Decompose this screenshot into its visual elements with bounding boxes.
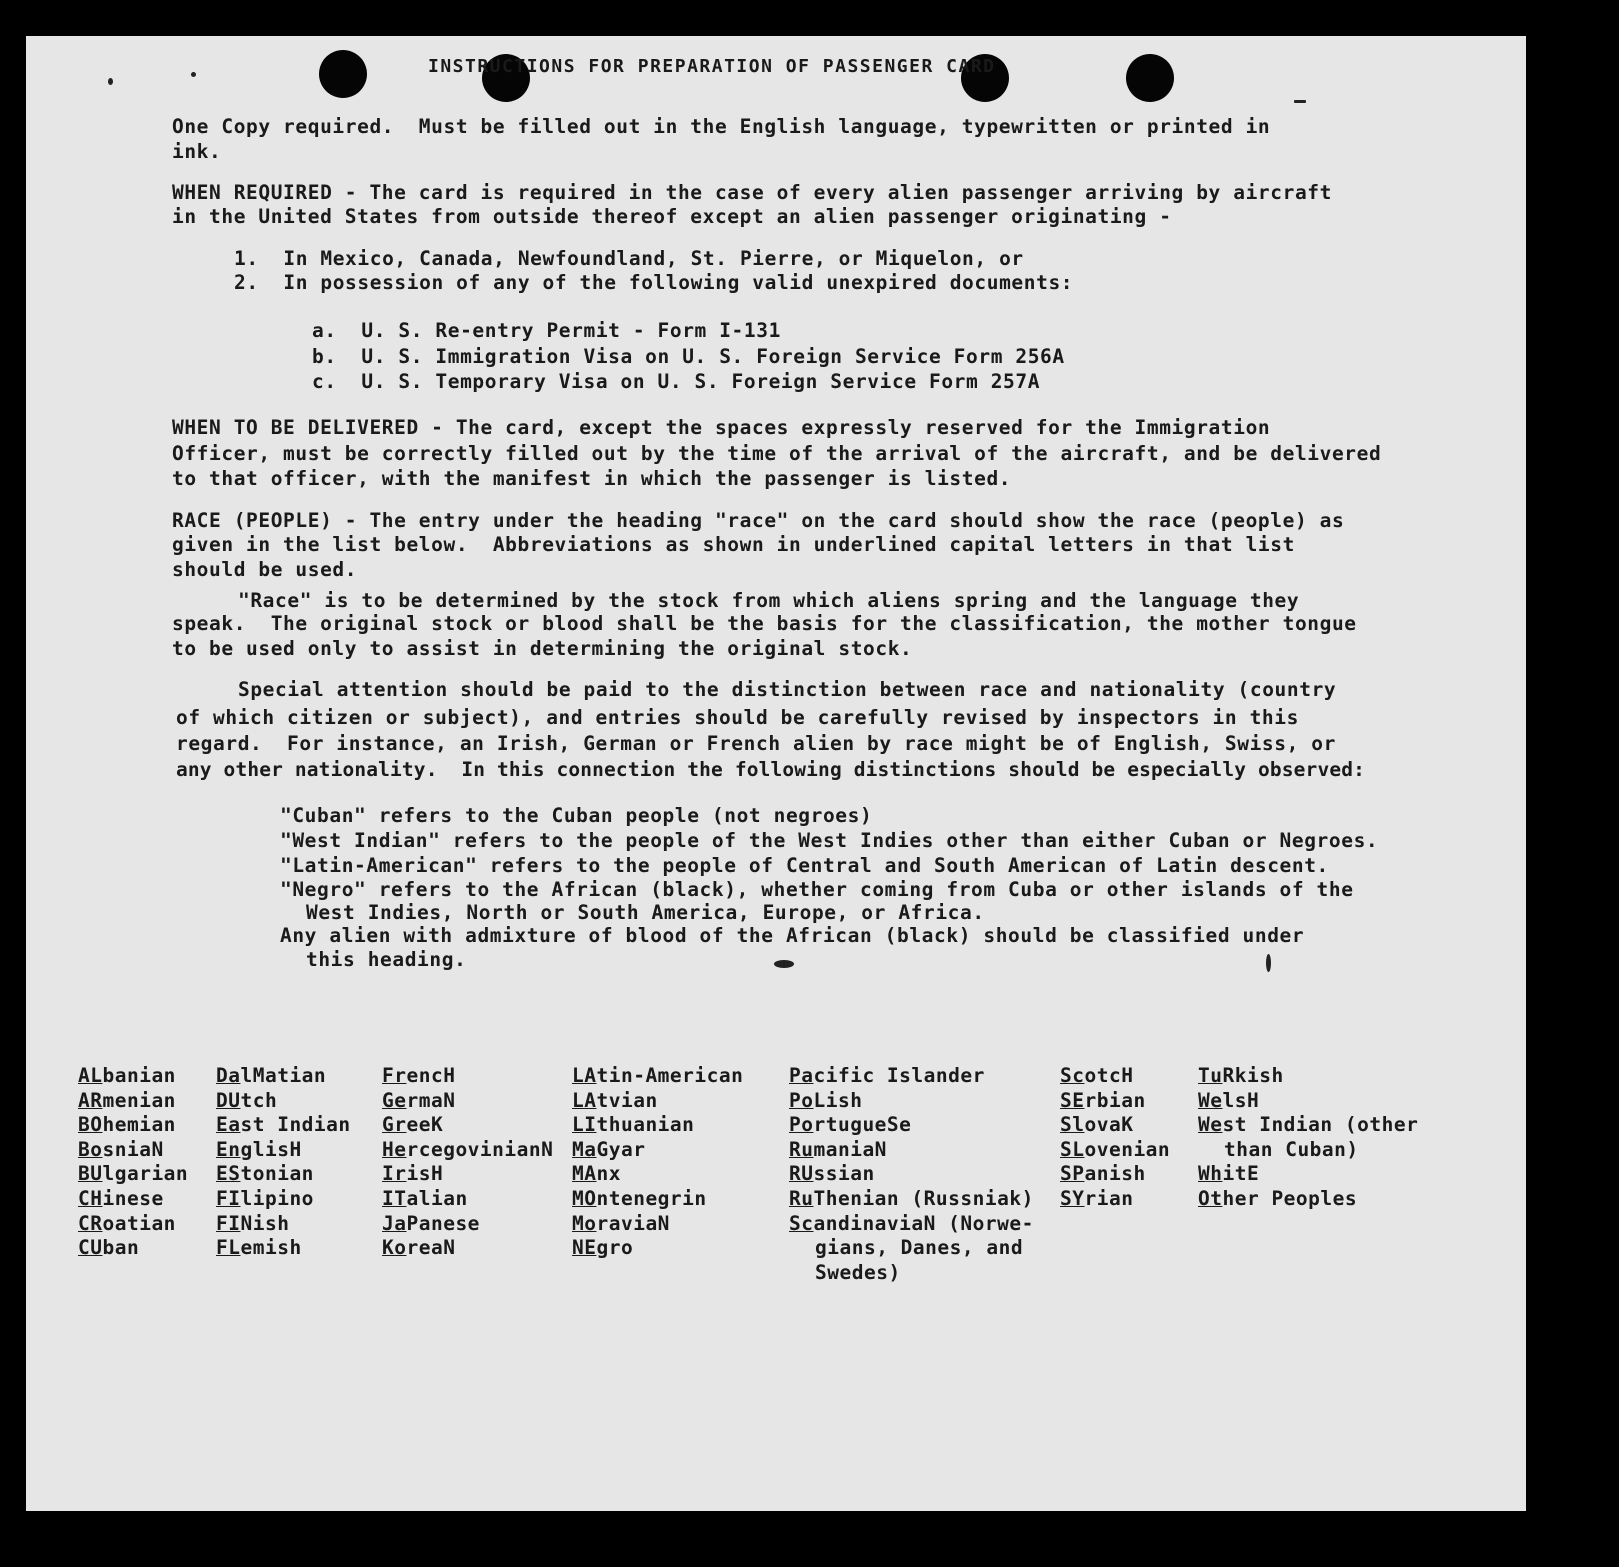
race-list-item: PoLish xyxy=(789,1088,863,1112)
race-list-item: LAtvian xyxy=(572,1088,658,1112)
race-line: speak. The original stock or blood shall be the basis for the classification, the mother tongue xyxy=(172,612,1357,635)
race-list-column-1 xyxy=(78,1064,188,1261)
race-list-item: LAtin-American xyxy=(572,1064,744,1087)
race-list-item: ScandinaviaN (Norwe- xyxy=(789,1211,1034,1235)
race-list-item: RUssian xyxy=(789,1162,875,1186)
scan-speck xyxy=(774,960,794,968)
race-list-item: IrisH xyxy=(382,1162,444,1186)
distinction-line: "Latin-American" refers to the people of Central and South American of Latin descent. xyxy=(280,854,1329,877)
when-delivered-line: Officer, must be correctly filled out by the time of the arrival of the aircraft, and be delivered xyxy=(172,442,1382,465)
race-list-item: ARmenian xyxy=(78,1088,176,1112)
race-list-item: SLovenian xyxy=(1060,1137,1171,1161)
race-list-item: than Cuban) xyxy=(1224,1137,1359,1161)
race-list-item: EnglisH xyxy=(216,1137,302,1161)
intro-line: One Copy required. Must be filled out in the English language, typewritten or printed in xyxy=(172,115,1271,138)
race-line: "Race" is to be determined by the stock from which aliens spring and the language they xyxy=(238,589,1300,612)
race-list-item: SErbian xyxy=(1060,1088,1146,1112)
race-list-item: SYrian xyxy=(1060,1186,1134,1210)
race-list-item: Swedes) xyxy=(815,1260,901,1284)
race-list-item: PortugueSe xyxy=(789,1113,912,1137)
race-line: regard. For instance, an Irish, German or French alien by race might be of English, Swiss, or xyxy=(176,732,1336,755)
race-list-item: BOhemian xyxy=(78,1113,176,1137)
race-list-item: WelsH xyxy=(1198,1088,1260,1112)
race-line: any other nationality. In this connection the following distinctions should be especially observed: xyxy=(176,758,1365,781)
race-list-column-6 xyxy=(1060,1064,1170,1212)
race-line: Special attention should be paid to the distinction between race and nationality (country xyxy=(238,678,1337,701)
race-list-item: ScotcH xyxy=(1060,1064,1134,1087)
race-list-item: FrencH xyxy=(382,1064,456,1087)
page-title: INSTRUCTIONS FOR PREPARATION OF PASSENGER CARD xyxy=(428,56,996,77)
when-required-item: 2. In possession of any of the following valid unexpired documents: xyxy=(234,271,1074,294)
document-page xyxy=(26,36,1526,1511)
scan-speck xyxy=(1294,100,1306,103)
race-list-item: JaPanese xyxy=(382,1211,480,1235)
race-line: of which citizen or subject), and entries should be carefully revised by inspectors in this xyxy=(176,706,1299,729)
race-list-item: Pacific Islander xyxy=(789,1064,985,1087)
race-list-item: SlovaK xyxy=(1060,1113,1134,1137)
document-item: c. U. S. Temporary Visa on U. S. Foreign Service Form 257A xyxy=(312,370,1041,393)
race-list-item: HercegovinianN xyxy=(382,1137,554,1161)
document-item: a. U. S. Re-entry Permit - Form I-131 xyxy=(312,319,781,342)
race-list-item: ITalian xyxy=(382,1186,468,1210)
distinction-line: Any alien with admixture of blood of the African (black) should be classified under xyxy=(280,924,1305,947)
distinction-line: this heading. xyxy=(306,948,467,971)
race-list-item: FLemish xyxy=(216,1236,302,1260)
race-list-item: CRoatian xyxy=(78,1211,176,1235)
scan-speck xyxy=(108,78,113,85)
race-list-column-3 xyxy=(382,1064,553,1261)
punch-hole xyxy=(1126,54,1174,102)
race-list-item: RumaniaN xyxy=(789,1137,887,1161)
distinction-line: "Negro" refers to the African (black), whether coming from Cuba or other islands of the xyxy=(280,878,1354,901)
race-list-item: TuRkish xyxy=(1198,1064,1284,1087)
scan-speck xyxy=(1266,954,1271,972)
document-item: b. U. S. Immigration Visa on U. S. Foreign Service Form 256A xyxy=(312,345,1065,368)
race-list-item: FINish xyxy=(216,1211,290,1235)
race-list-item: BUlgarian xyxy=(78,1162,189,1186)
race-list-item: CHinese xyxy=(78,1186,164,1210)
race-list-item: WhitE xyxy=(1198,1162,1260,1186)
race-list-item: gians, Danes, and xyxy=(815,1236,1024,1260)
intro-line: ink. xyxy=(172,140,222,163)
distinction-line: West Indies, North or South America, Europe, or Africa. xyxy=(306,901,985,924)
race-list-item: BosniaN xyxy=(78,1137,164,1161)
race-list-item: LIthuanian xyxy=(572,1113,695,1137)
race-list-item: KoreaN xyxy=(382,1236,456,1260)
when-required-line: WHEN REQUIRED - The card is required in the case of every alien passenger arriving by aircraft xyxy=(172,181,1332,204)
race-list-item: ALbanian xyxy=(78,1064,176,1087)
when-delivered-line: WHEN TO BE DELIVERED - The card, except the spaces expressly reserved for the Immigration xyxy=(172,416,1271,439)
race-list-item: EStonian xyxy=(216,1162,314,1186)
race-list-item: GermaN xyxy=(382,1088,456,1112)
race-list-item: East Indian xyxy=(216,1113,351,1137)
race-line: to be used only to assist in determining the original stock. xyxy=(172,637,913,660)
race-list-item: MAnx xyxy=(572,1162,621,1186)
race-list-item: MoraviaN xyxy=(572,1211,670,1235)
race-list-item: NEgro xyxy=(572,1236,634,1260)
race-list-item: DalMatian xyxy=(216,1064,327,1087)
race-list-column-7 xyxy=(1198,1064,1418,1212)
race-list-column-5 xyxy=(789,1064,1034,1285)
race-list-item: GreeK xyxy=(382,1113,444,1137)
race-list-item: MOntenegrin xyxy=(572,1186,707,1210)
race-line: given in the list below. Abbreviations as shown in underlined capital letters in that list xyxy=(172,533,1295,556)
when-required-item: 1. In Mexico, Canada, Newfoundland, St. Pierre, or Miquelon, or xyxy=(234,247,1024,270)
distinction-line: "Cuban" refers to the Cuban people (not negroes) xyxy=(280,804,873,827)
race-list-item: FIlipino xyxy=(216,1186,314,1210)
race-list-column-4 xyxy=(572,1064,743,1261)
race-list-item: CUban xyxy=(78,1236,140,1260)
when-delivered-line: to that officer, with the manifest in which the passenger is listed. xyxy=(172,467,1012,490)
punch-hole xyxy=(319,50,367,98)
race-line: RACE (PEOPLE) - The entry under the heading "race" on the card should show the race (people) as xyxy=(172,509,1345,532)
race-list-item: Other Peoples xyxy=(1198,1186,1358,1210)
race-list-item: SPanish xyxy=(1060,1162,1146,1186)
when-required-line: in the United States from outside thereof except an alien passenger originating - xyxy=(172,205,1172,228)
scan-speck xyxy=(191,72,196,77)
race-list-item: West Indian (other xyxy=(1198,1113,1419,1137)
race-line: should be used. xyxy=(172,558,358,581)
race-list-column-2 xyxy=(216,1064,351,1261)
race-list-item: DUtch xyxy=(216,1088,278,1112)
race-list-item: MaGyar xyxy=(572,1137,646,1161)
race-list-item: RuThenian (Russniak) xyxy=(789,1186,1034,1210)
distinction-line: "West Indian" refers to the people of the West Indies other than either Cuban or Negroes. xyxy=(280,829,1379,852)
